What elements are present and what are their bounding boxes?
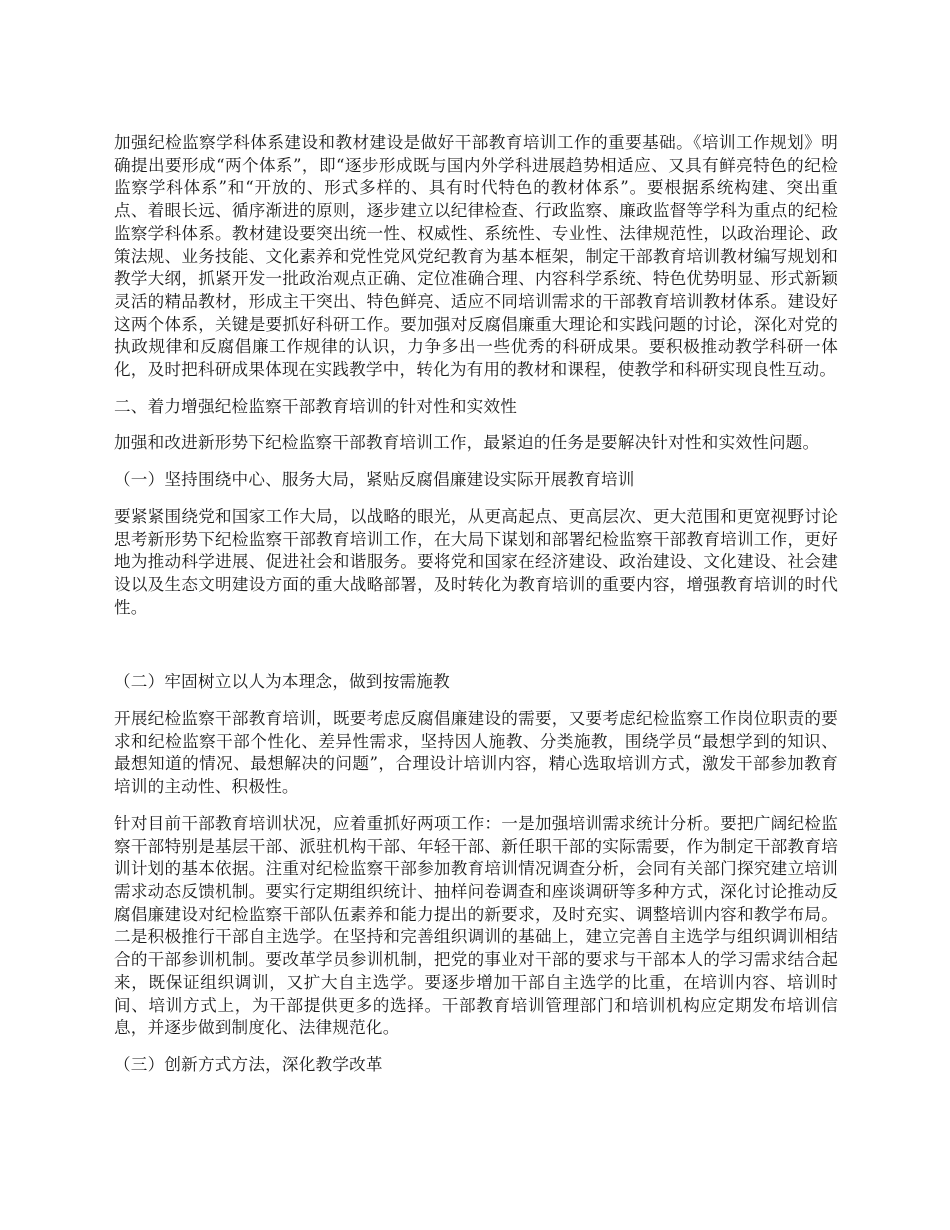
- paragraph-discipline-system: 加强纪检监察学科体系建设和教材建设是做好干部教育培训工作的重要基础。《培训工作规划》明确提出要形成“两个体系”，即“逐步形成既与国内外学科进展趋势相适应、又具有鲜亮特色的纪检监察学科体系”和“开放的、形式多样的、具有时代特色的教材体系”。要根据系统构建、突出重点、着眼长远、循序渐进的原则，逐步建立以纪律检查、行政监察、廉政监督等学科为重点的纪检监察学科体系。教材建设要突出统一性、权威性、系统性、专业性、法律规范性，以政治理论、政策法规、业务技能、文化素养和党性党风党纪教育为基本框架，制定干部教育培训教材编写规划和教学大纲，抓紧开发一批政治观点正确、定位准确合理、内容科学系统、特色优势明显、形式新颖灵活的精品教材，形成主干突出、特色鲜亮、适应不同培训需求的干部教育培训教材体系。建设好这两个体系，关键是要抓好科研工作。要加强对反腐倡廉重大理论和实践问题的讨论，深化对党的执政规律和反腐倡廉工作规律的认识，力争多出一些优秀的科研成果。要积极推动教学科研一体化，及时把科研成果体现在实践教学中，转化为有用的教材和课程，使教学和科研实现良性互动。: [114, 133, 838, 380]
- paragraph-center-service: 要紧紧围绕党和国家工作大局，以战略的眼光，从更高起点、更高层次、更大范围和更宽视野讨论思考新形势下纪检监察干部教育培训工作，在大局下谋划和部署纪检监察干部教育培训工作，更好地为推动科学进展、促进社会和谐服务。要将党和国家在经济建设、政治建设、文化建设、社会建设以及生态文明建设方面的重大战略部署，及时转化为教育培训的重要内容，增强教育培训的时代性。: [114, 506, 838, 617]
- paragraph-spacer: [114, 633, 838, 671]
- subsection-heading-1: （一）坚持围绕中心、服务大局，紧贴反腐倡廉建设实际开展教育培训: [114, 470, 635, 490]
- paragraph-urgent-task: 加强和改进新形势下纪检监察干部教育培训工作，最紧迫的任务是要解决针对性和实效性问题。: [114, 433, 820, 453]
- document-body: [114, 132, 838, 1091]
- subsection-heading-3: （三）创新方式方法，深化教学改革: [114, 1054, 383, 1074]
- subsection-heading-2: （二）牢固树立以人为本理念，做到按需施教: [114, 672, 450, 692]
- paragraph-needs-based: 开展纪检监察干部教育培训，既要考虑反腐倡廉建设的需要，又要考虑纪检监察工作岗位职责的要求和纪检监察干部个性化、差异性需求，坚持因人施教、分类施教，围绕学员“最想学到的知识、最想知道的情况、最想解决的问题”，合理设计培训内容，精心选取培训方式，激发干部参加教育培训的主动性、积极性。: [114, 709, 838, 797]
- section-heading-2: 二、着力增强纪检监察干部教育培训的针对性和实效性: [114, 396, 518, 416]
- paragraph-two-tasks: 针对目前干部教育培训状况，应着重抓好两项工作：一是加强培训需求统计分析。要把广阔纪检监察干部特别是基层干部、派驻机构干部、年轻干部、新任职干部的实际需要，作为制定干部教育培训计划的基本依据。注重对纪检监察干部参加教育培训情况调查分析，会同有关部门探究建立培训需求动态反馈机制。要实行定期组织统计、抽样问卷调查和座谈调研等多种方式，深化讨论推动反腐倡廉建设对纪检监察干部队伍素养和能力提出的新要求，及时充实、调整培训内容和教学布局。二是积极推行干部自主选学。在坚持和完善组织调训的基础上，建立完善自主选学与组织调训相结合的干部参训机制。要改革学员参训机制，把党的事业对干部的要求与干部本人的学习需求结合起来，既保证组织调训，又扩大自主选学。要逐步增加干部自主选学的比重，在培训内容、培训时间、培训方式上，为干部提供更多的选择。干部教育培训管理部门和培训机构应定期发布培训信息，并逐步做到制度化、法律规范化。: [114, 813, 838, 1038]
